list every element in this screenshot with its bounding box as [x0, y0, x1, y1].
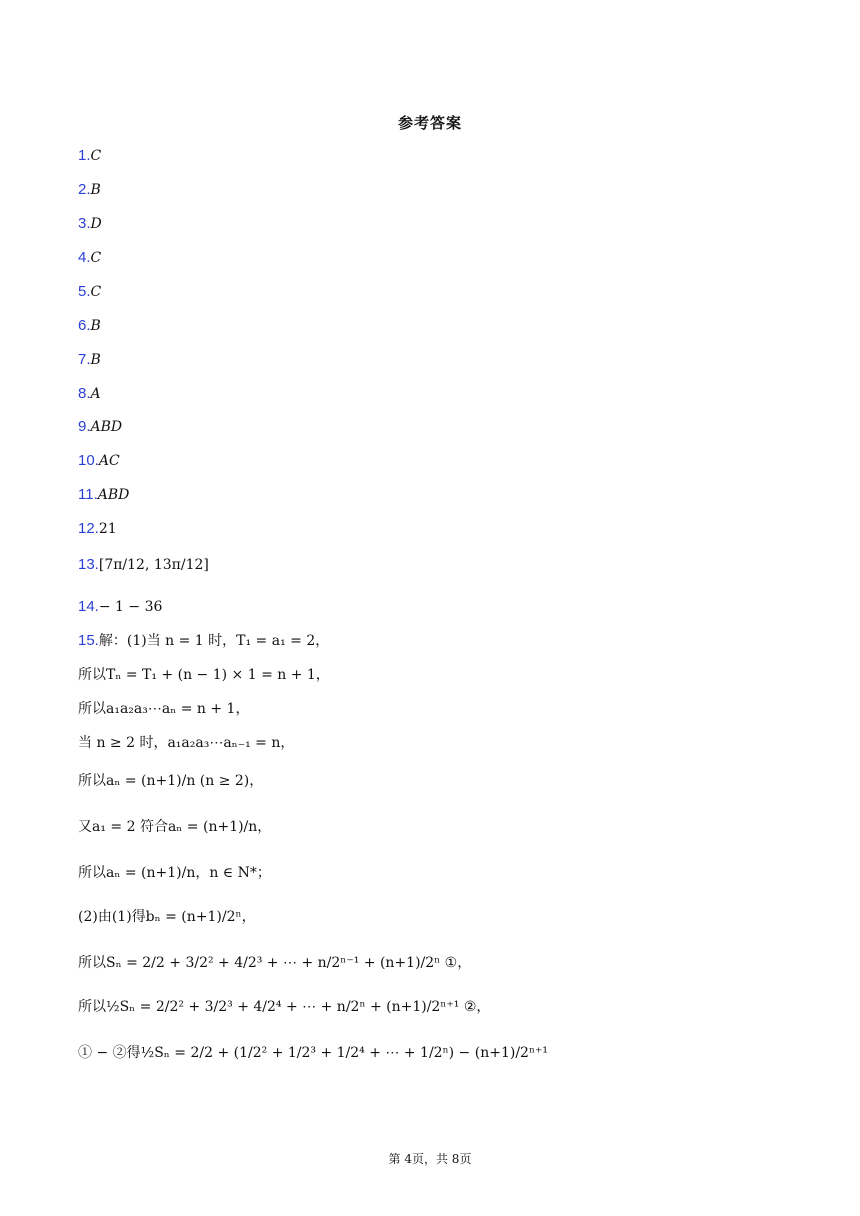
- solution-line: [78, 908, 256, 926]
- answer-number: 12.: [78, 520, 99, 537]
- answer-text: A: [90, 386, 101, 402]
- solution-text: 当 n ≥ 2 时，a₁a₂a₃⋯aₙ₋₁ = n，: [78, 735, 295, 751]
- answer-text: 21: [98, 521, 117, 537]
- solution-text: (2)由(1)得bₙ = (n+1)/2ⁿ，: [78, 909, 256, 925]
- answer-text: C: [90, 284, 102, 300]
- solution-line: [78, 998, 490, 1016]
- answer-line: [78, 147, 101, 165]
- solution-text: 所以aₙ = (n+1)/n (n ≥ 2)，: [78, 773, 264, 789]
- solution-text: 所以aₙ = (n+1)/n，n ∈ N*；: [78, 865, 271, 881]
- answer-text: − 1 − 36: [98, 599, 163, 615]
- answer-number: 5.: [78, 283, 91, 300]
- solution-text: 又a₁ = 2 符合aₙ = (n+1)/n，: [78, 819, 272, 835]
- answer-text: C: [90, 148, 102, 164]
- solution-text: 解：(1)当 n = 1 时，T₁ = a₁ = 2，: [98, 633, 330, 649]
- answer-number: 14.: [78, 598, 99, 615]
- answer-line: [78, 556, 209, 574]
- answer-line: [78, 351, 101, 369]
- solution-line: [78, 772, 263, 790]
- page-footer: 第 4页，共 8页: [388, 1152, 472, 1166]
- answer-line: [78, 598, 162, 616]
- solution-line: [78, 954, 471, 972]
- answer-line: [78, 249, 101, 267]
- answer-line: [78, 215, 102, 233]
- answer-number: 10.: [78, 452, 99, 469]
- solution-text: 所以½Sₙ = 2/2² + 3/2³ + 4/2⁴ + ⋯ + n/2ⁿ + (n+1)/2ⁿ⁺¹ ②，: [78, 999, 491, 1015]
- answer-line: [78, 452, 120, 470]
- solution-line: [78, 700, 249, 718]
- answer-number: 4.: [78, 249, 91, 266]
- solution-text: 所以Sₙ = 2/2 + 3/2² + 4/2³ + ⋯ + n/2ⁿ⁻¹ + (n+1)/2ⁿ ①，: [78, 955, 472, 971]
- solution-line: [78, 734, 294, 752]
- answer-number: 1.: [78, 147, 91, 164]
- solution-line: [78, 666, 330, 684]
- answer-line: [78, 317, 101, 335]
- solution-line: [78, 632, 329, 650]
- answer-number: 6.: [78, 317, 91, 334]
- solution-line: [78, 1044, 548, 1062]
- answer-text: ABD: [90, 419, 123, 435]
- answer-number: 13.: [78, 556, 99, 573]
- answer-line: [78, 181, 101, 199]
- answer-number: 15.: [78, 632, 99, 649]
- answer-number: 9.: [78, 418, 91, 435]
- answer-line: [78, 486, 129, 504]
- answer-number: 2.: [78, 181, 91, 198]
- answer-text: [7π/12, 13π/12]: [98, 557, 209, 573]
- answer-number: 11.: [78, 486, 98, 503]
- answer-text: ABD: [97, 487, 130, 503]
- answer-line: [78, 385, 101, 403]
- answer-text: AC: [98, 453, 120, 469]
- answer-number: 8.: [78, 385, 91, 402]
- answer-number: 3.: [78, 215, 91, 232]
- answer-text: B: [90, 182, 101, 198]
- solution-text: 所以Tₙ = T₁ + (n − 1) × 1 = n + 1，: [78, 667, 330, 683]
- answer-line: [78, 520, 117, 538]
- answer-text: B: [90, 318, 101, 334]
- answer-number: 7.: [78, 351, 91, 368]
- answer-line: [78, 283, 101, 301]
- answer-text: B: [90, 352, 101, 368]
- solution-line: [78, 864, 271, 882]
- answer-line: [78, 418, 122, 436]
- solution-text: ① − ②得½Sₙ = 2/2 + (1/2² + 1/2³ + 1/2⁴ + ⋯ + 1/2ⁿ) − (n+1)/2ⁿ⁺¹: [78, 1045, 548, 1061]
- page-title: 参考答案: [397, 114, 462, 132]
- answer-text: C: [90, 250, 102, 266]
- solution-line: [78, 818, 271, 836]
- solution-text: 所以a₁a₂a₃⋯aₙ = n + 1，: [78, 701, 250, 717]
- answer-text: D: [90, 216, 102, 232]
